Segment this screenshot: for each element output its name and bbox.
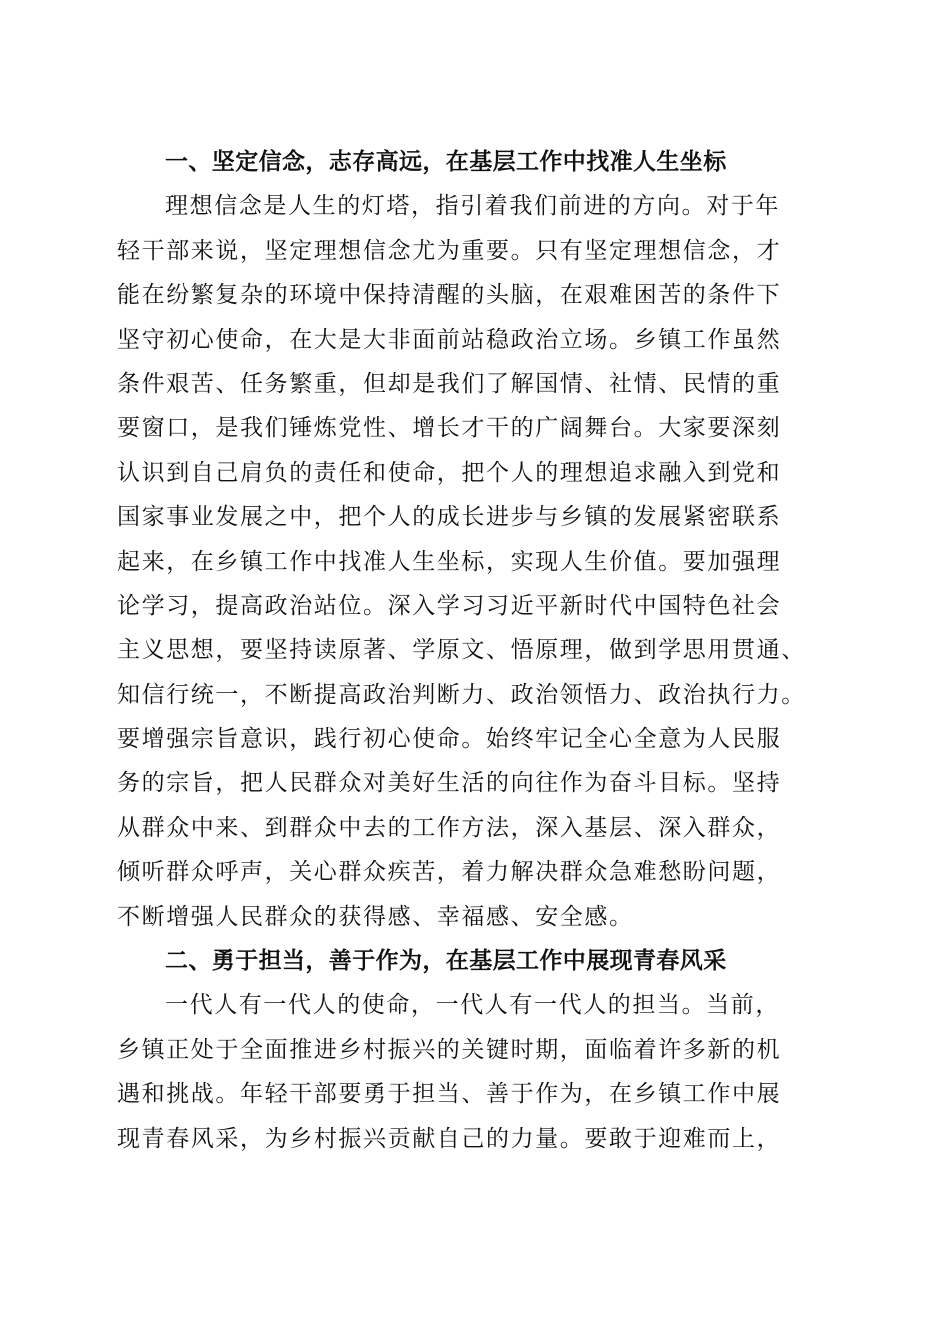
paragraph-line: 遇和挑战。年轻干部要勇于担当、善于作为，在乡镇工作中展	[117, 1081, 782, 1108]
paragraph-line: 倾听群众呼声，关心群众疾苦，着力解决群众急难愁盼问题，	[117, 859, 782, 886]
paragraph-line: 乡镇正处于全面推进乡村振兴的关键时期，面临着许多新的机	[117, 1036, 782, 1063]
paragraph-line: 主义思想，要坚持读原著、学原文、悟原理，做到学思用贯通、	[117, 637, 806, 664]
paragraph-line: 论学习，提高政治站位。深入学习习近平新时代中国特色社会	[117, 592, 782, 619]
paragraph-line: 国家事业发展之中，把个人的成长进步与乡镇的发展紧密联系	[117, 504, 782, 531]
paragraph-line: 轻干部来说，坚定理想信念尤为重要。只有坚定理想信念，才	[117, 237, 782, 264]
paragraph-line: 能在纷繁复杂的环境中保持清醒的头脑，在艰难困苦的条件下	[117, 282, 782, 309]
section-heading-1: 一、坚定信念，志存高远，在基层工作中找准人生坐标	[165, 149, 727, 175]
paragraph-line: 起来，在乡镇工作中找准人生坐标，实现人生价值。要加强理	[117, 548, 782, 575]
paragraph-line: 认识到自己肩负的责任和使命，把个人的理想追求融入到党和	[117, 459, 782, 486]
paragraph-line: 一代人有一代人的使命，一代人有一代人的担当。当前，	[165, 992, 780, 1019]
paragraph-line: 务的宗旨，把人民群众对美好生活的向往作为奋斗目标。坚持	[117, 770, 782, 797]
paragraph-line: 从群众中来、到群众中去的工作方法，深入基层、深入群众，	[117, 814, 782, 841]
paragraph-line: 知信行统一，不断提高政治判断力、政治领悟力、政治执行力。	[117, 681, 806, 708]
document-body	[117, 140, 837, 1161]
paragraph-line: 要增强宗旨意识，践行初心使命。始终牢记全心全意为人民服	[117, 726, 782, 753]
paragraph-line: 不断增强人民群众的获得感、幸福感、安全感。	[117, 903, 634, 930]
paragraph-line: 要窗口，是我们锤炼党性、增长才干的广阔舞台。大家要深刻	[117, 415, 782, 442]
paragraph-line: 坚守初心使命，在大是大非面前站稳政治立场。乡镇工作虽然	[117, 326, 782, 353]
section-heading-2: 二、勇于担当，善于作为，在基层工作中展现青春风采	[165, 948, 727, 975]
paragraph-line: 条件艰苦、任务繁重，但却是我们了解国情、社情、民情的重	[117, 370, 782, 397]
paragraph-line: 理想信念是人生的灯塔，指引着我们前进的方向。对于年	[165, 193, 780, 220]
paragraph-line: 现青春风采，为乡村振兴贡献自己的力量。要敢于迎难而上，	[117, 1125, 782, 1152]
